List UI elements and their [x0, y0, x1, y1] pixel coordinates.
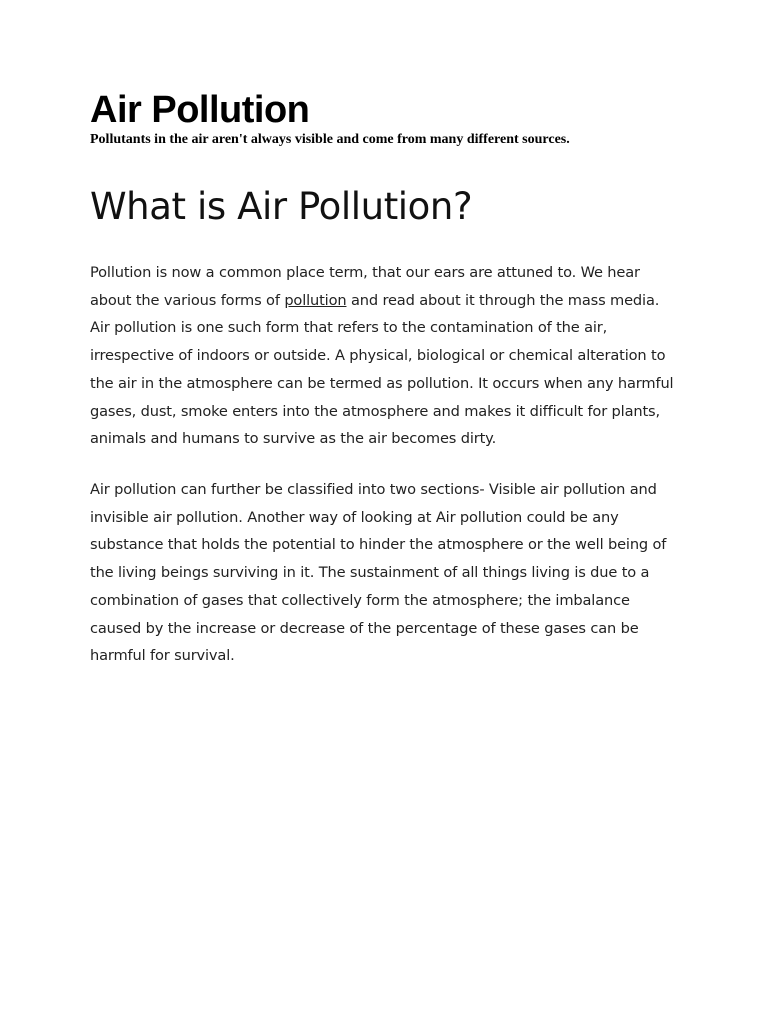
document-subtitle: Pollutants in the air aren't always visible and come from many different sources. [90, 132, 570, 147]
document-title: Air Pollution [90, 89, 310, 131]
paragraph-1 [90, 259, 682, 453]
section-heading: What is Air Pollution? [90, 185, 473, 228]
paragraph-1-text-after-link: and read about it through the mass media. Air pollution is one such form that refers to the contamination of the air, irrespective of indoors or outside. A physical, biological or chemical alteration to the air in the atmosphere can be termed as pollution. It occurs when any harmful gases, dust, smoke enters into the atmosphere and makes it difficult for plants, animals and humans to survive as the air becomes dirty. [90, 291, 674, 448]
paragraph-1-text-before-link: Pollution is now a common place term, that our ears are attuned to. We hear about the various forms of [90, 264, 640, 309]
paragraph-2: Air pollution can further be classified into two sections- Visible air pollution and invisible air pollution. Another way of looking at Air pollution could be any substance that holds the potential to hinder the atmosphere or the well being of the living beings surviving in it. The sustainment of all things living is due to a combination of gases that collectively form the atmosphere; the imbalance caused by the increase or decrease of the percentage of these gases can be harmful for survival. [90, 481, 667, 665]
pollution-link[interactable]: pollution [284, 291, 347, 309]
